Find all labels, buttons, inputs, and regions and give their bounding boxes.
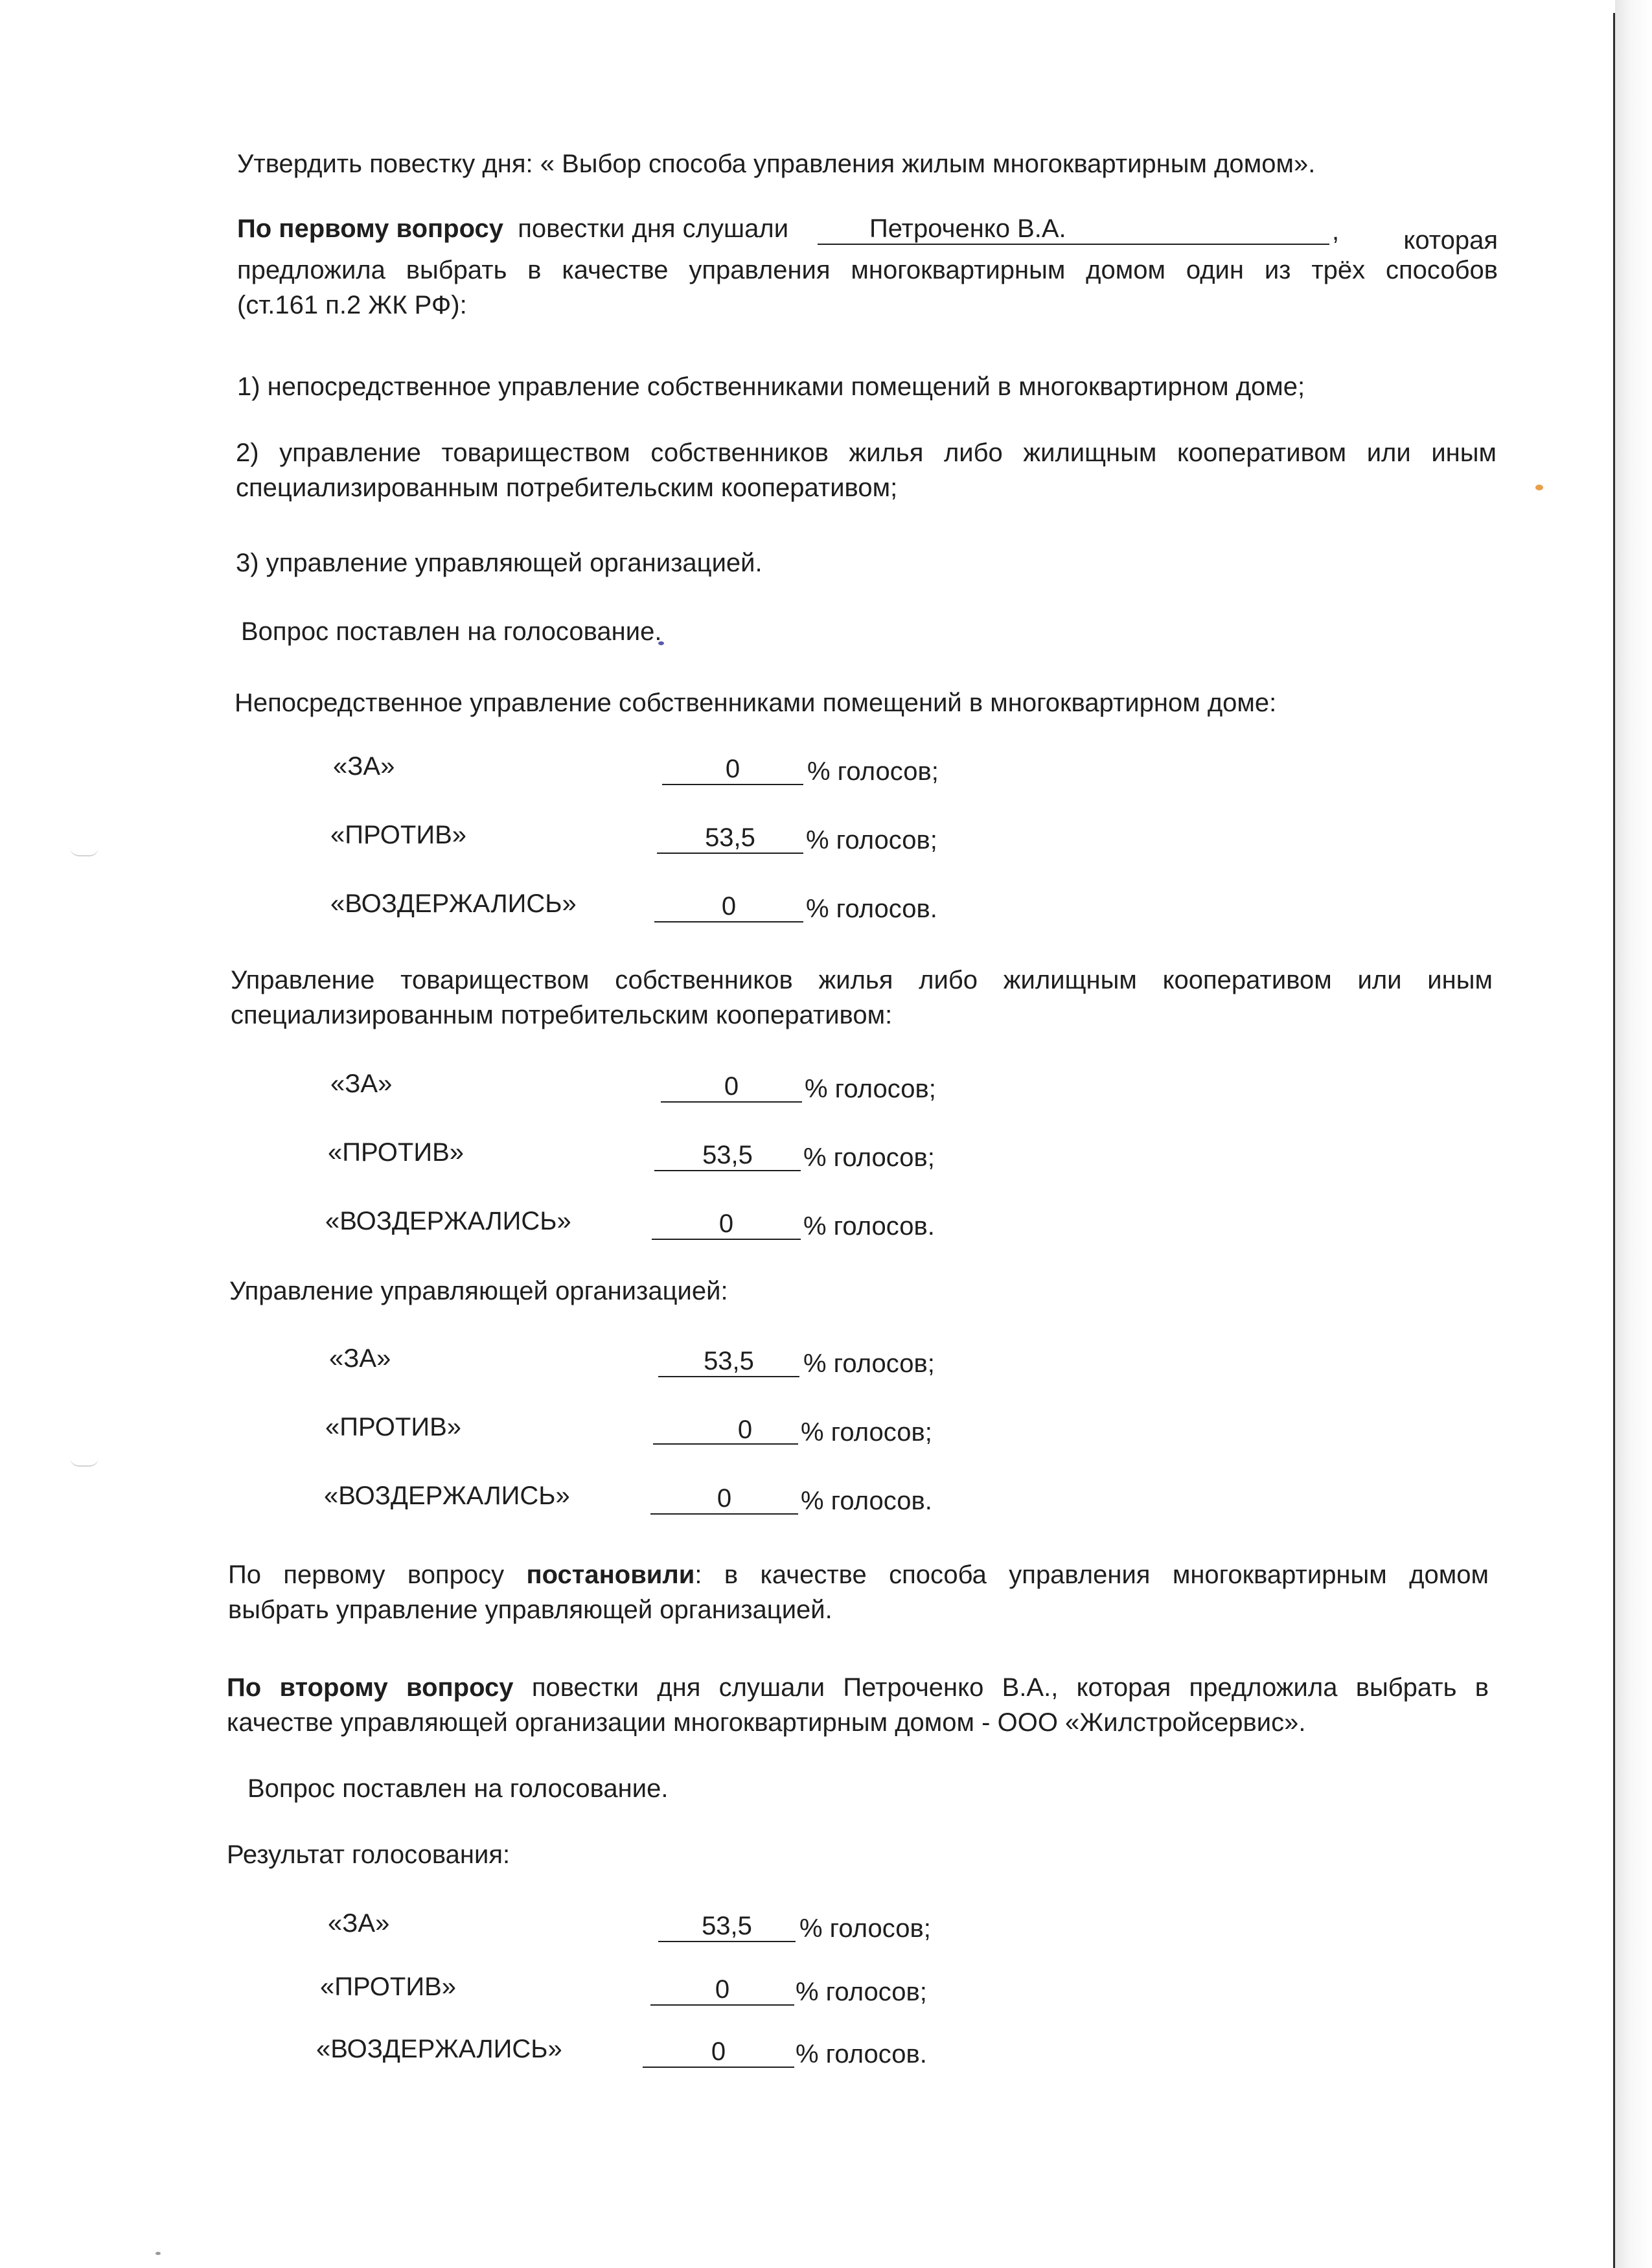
- vote-value: 53,5: [658, 1911, 796, 1942]
- vote-label: «ЗА»: [328, 1909, 390, 1938]
- result-heading: Результат голосования:: [227, 1840, 511, 1869]
- vote-unit: % голосов.: [801, 1487, 932, 1515]
- vote-value: 0: [654, 891, 803, 922]
- vote-label: «ПРОТИВ»: [320, 1973, 457, 2001]
- vote-unit: % голосов;: [803, 1143, 935, 1172]
- vote-value: 0: [662, 754, 803, 785]
- vote-unit: % голосов;: [807, 757, 939, 786]
- vote-value: 0: [661, 1071, 802, 1103]
- option2-paragraph: [236, 435, 1497, 505]
- vote-label: «ПРОТИВ»: [330, 821, 467, 849]
- vote-value: 0: [643, 2037, 794, 2068]
- option3: 3) управление управляющей организацией.: [236, 549, 763, 577]
- section1-vote-abstain: [330, 886, 1043, 925]
- section2-vote-against: [328, 1135, 1040, 1174]
- vote-unit: % голосов.: [806, 895, 937, 923]
- stain-speck: [1535, 485, 1543, 490]
- option2-line1: 2) управление товариществом собственников жилья либо жилищным кооперативом или иным: [236, 439, 1497, 467]
- section3-heading: Управление управляющей организацией:: [229, 1277, 728, 1305]
- question1-paragraph: [237, 211, 1498, 323]
- vote-value: 53,5: [654, 1140, 801, 1171]
- vote-unit: % голосов;: [803, 1349, 935, 1378]
- vote-label: «ВОЗДЕРЖАЛИСЬ»: [324, 1482, 570, 1510]
- vote-label: «ВОЗДЕРЖАЛИСЬ»: [325, 1207, 571, 1235]
- section3-vote-abstain: [324, 1478, 1037, 1517]
- vote-label: «ВОЗДЕРЖАЛИСЬ»: [330, 889, 577, 918]
- vote-label: «ЗА»: [330, 1070, 393, 1098]
- vote-label: «ПРОТИВ»: [328, 1138, 465, 1167]
- question1-line1: [237, 211, 1498, 255]
- vote-value: 53,5: [658, 1346, 799, 1377]
- dust-speck: [155, 2252, 161, 2255]
- question1-intro: повестки дня слушали: [518, 214, 789, 243]
- result-vote-against: [320, 1969, 1033, 2008]
- section1-heading: Непосредственное управление собственниками помещений в многоквартирном доме:: [235, 689, 1277, 717]
- speaker-name-field: Петроченко В.А.: [818, 214, 1329, 245]
- question1-heading: По первому вопросу: [237, 214, 504, 243]
- vote-value: 0: [653, 1415, 798, 1445]
- vote-label: «ПРОТИВ»: [325, 1413, 462, 1441]
- section2-vote-for: [330, 1066, 1043, 1105]
- decision1-keyword: постановили: [526, 1561, 695, 1589]
- section2-heading-line2: специализированным потребительским кооперативом:: [231, 1001, 893, 1029]
- agenda-line: Утвердить повестку дня: « Выбор способа управления жилым многоквартирным домом».: [237, 150, 1316, 178]
- speaker-comma: ,: [1332, 217, 1340, 246]
- vote-value: 0: [650, 1483, 798, 1515]
- question2-line1: По второму вопросу повестки дня слушали Петроченко В.А., которая предложила выбрать в: [227, 1673, 1489, 1702]
- punch-hole-mark: [70, 1458, 98, 1467]
- question1-which: которая: [1403, 226, 1498, 255]
- vote-unit: % голосов;: [801, 1418, 932, 1447]
- vote-value: 0: [650, 1975, 794, 2006]
- section3-vote-for: [329, 1341, 1042, 1380]
- question2-paragraph: [227, 1670, 1489, 1740]
- vote-unit: % голосов.: [803, 1212, 935, 1241]
- question1-line3: (ст.161 п.2 ЖК РФ):: [237, 291, 467, 319]
- put-to-vote-2: Вопрос поставлен на голосование.: [247, 1774, 669, 1803]
- vote-unit: % голосов;: [806, 826, 937, 854]
- vote-unit: % голосов;: [799, 1914, 931, 1943]
- vote-label: «ВОЗДЕРЖАЛИСЬ»: [316, 2035, 562, 2063]
- section1-vote-for: [333, 749, 1046, 788]
- put-to-vote-1: Вопрос поставлен на голосование.: [241, 617, 662, 646]
- scan-edge-shadow: [1615, 0, 1652, 2268]
- vote-value: 53,5: [657, 823, 803, 854]
- section2-heading: [231, 963, 1493, 1033]
- section2-vote-abstain: [325, 1204, 1038, 1243]
- question2-heading: По второму вопросу: [227, 1673, 514, 1702]
- decision1-line2: выбрать управление управляющей организацией.: [228, 1596, 832, 1624]
- vote-unit: % голосов.: [796, 2040, 927, 2068]
- option1: 1) непосредственное управление собственниками помещений в многоквартирном доме;: [237, 372, 1305, 401]
- vote-unit: % голосов;: [805, 1075, 936, 1103]
- vote-label: «ЗА»: [329, 1344, 391, 1373]
- vote-value: 0: [652, 1209, 801, 1240]
- decision1-paragraph: [228, 1557, 1489, 1627]
- question1-line2: предложила выбрать в качестве управления многоквартирным домом один из трёх способов: [237, 256, 1498, 284]
- option2-line2: специализированным потребительским кооперативом;: [236, 474, 898, 502]
- punch-hole-mark: [70, 847, 98, 856]
- vote-label: «ЗА»: [333, 752, 395, 781]
- section1-vote-against: [330, 818, 1043, 856]
- result-vote-abstain: [316, 2032, 1029, 2070]
- section2-heading-line1: Управление товариществом собственников жилья либо жилищным кооперативом или иным: [231, 966, 1493, 994]
- result-vote-for: [328, 1906, 1040, 1945]
- question2-line2: качестве управляющей организации многоквартирным домом - ООО «Жилстройсервис».: [227, 1708, 1306, 1737]
- section3-vote-against: [325, 1410, 1038, 1449]
- vote-unit: % голосов;: [796, 1978, 927, 2006]
- decision1-line1: По первому вопросу постановили: в качестве способа управления многоквартирным домом: [228, 1561, 1489, 1589]
